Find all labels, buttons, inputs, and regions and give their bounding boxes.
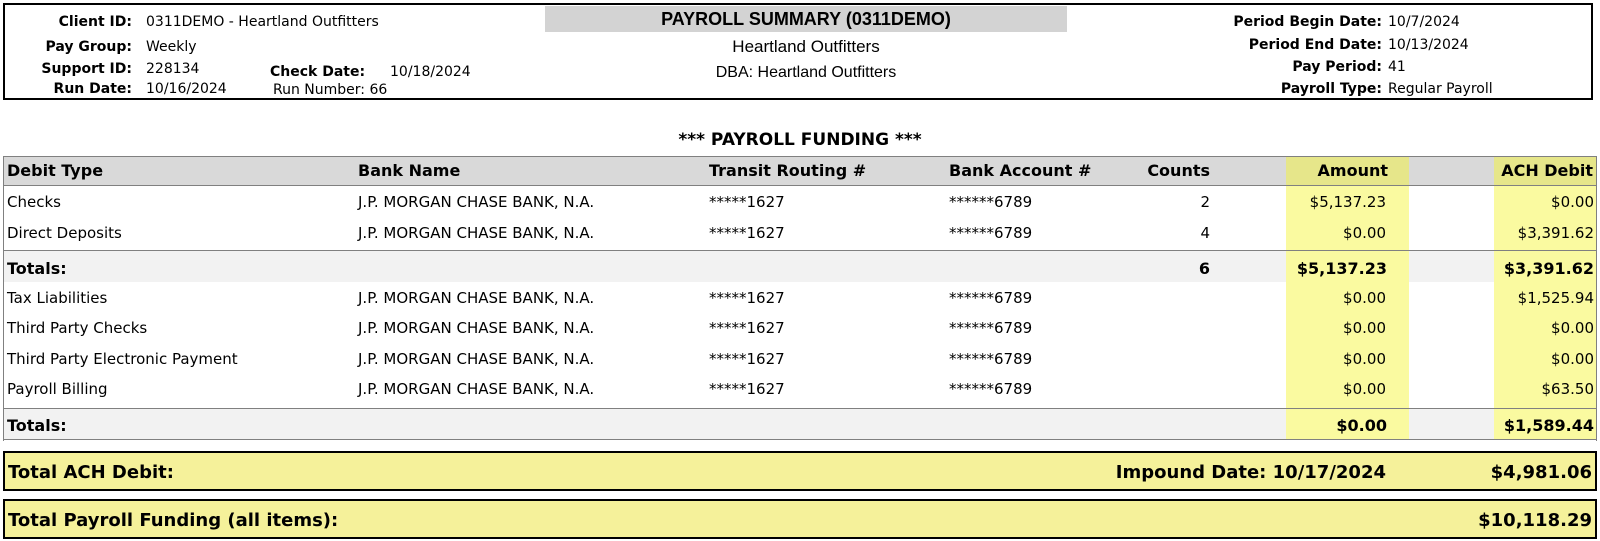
col-routing: Transit Routing # — [709, 161, 867, 180]
routing-cell: *****1627 — [709, 319, 785, 337]
bank-name-cell: J.P. MORGAN CHASE BANK, N.A. — [358, 380, 595, 398]
bank-name-cell: J.P. MORGAN CHASE BANK, N.A. — [358, 289, 595, 307]
col-debit-type: Debit Type — [7, 161, 104, 180]
period-begin-value: 10/7/2024 — [1388, 14, 1460, 30]
period-end-value: 10/13/2024 — [1388, 37, 1469, 53]
period-end-label: Period End Date: — [1248, 37, 1382, 53]
pay-period-value: 41 — [1388, 59, 1406, 75]
amount-cell: $5,137.23 — [1309, 193, 1386, 211]
impound-date: Impound Date: 10/17/2024 — [1115, 462, 1386, 483]
pay-period-label: Pay Period: — [1292, 59, 1382, 75]
account-cell: ******6789 — [949, 224, 1033, 242]
total-ach-value: $4,981.06 — [1490, 462, 1592, 483]
totals-label: Totals: — [7, 416, 67, 435]
totals-label: Totals: — [7, 259, 67, 278]
ach-debit-cell: $0.00 — [1551, 319, 1594, 337]
debit-type-cell: Third Party Electronic Payment — [7, 350, 238, 368]
run-date-label: Run Date: — [53, 81, 132, 97]
total-funding-label: Total Payroll Funding (all items): — [8, 510, 339, 531]
account-cell: ******6789 — [949, 289, 1033, 307]
report-title: PAYROLL SUMMARY (0311DEMO) — [545, 6, 1067, 32]
ach-debit-cell: $63.50 — [1541, 380, 1594, 398]
debit-type-cell: Direct Deposits — [7, 224, 122, 242]
totals-counts: 6 — [1198, 259, 1210, 278]
col-ach-debit: ACH Debit — [1501, 161, 1593, 180]
routing-cell: *****1627 — [709, 224, 785, 242]
debit-type-cell: Third Party Checks — [7, 319, 148, 337]
counts-cell: 2 — [1200, 193, 1210, 211]
company-name: Heartland Outfitters — [732, 37, 880, 56]
routing-cell: *****1627 — [709, 350, 785, 368]
amount-cell: $0.00 — [1343, 224, 1386, 242]
pay-group-value: Weekly — [146, 39, 197, 55]
debit-type-cell: Tax Liabilities — [7, 289, 108, 307]
dba-name: DBA: Heartland Outfitters — [715, 64, 897, 81]
payroll-type-label: Payroll Type: — [1280, 81, 1382, 97]
ach-debit-cell: $3,391.62 — [1517, 224, 1594, 242]
counts-cell: 4 — [1200, 224, 1210, 242]
ach-debit-cell: $0.00 — [1551, 350, 1594, 368]
ach-debit-cell: $0.00 — [1551, 193, 1594, 211]
account-cell: ******6789 — [949, 193, 1033, 211]
payroll-type-value: Regular Payroll — [1388, 81, 1493, 97]
period-begin-label: Period Begin Date: — [1233, 14, 1382, 30]
routing-cell: *****1627 — [709, 380, 785, 398]
total-ach-label: Total ACH Debit: — [8, 462, 174, 483]
account-cell: ******6789 — [949, 319, 1033, 337]
debit-type-cell: Payroll Billing — [7, 380, 108, 398]
col-account: Bank Account # — [949, 161, 1092, 180]
account-cell: ******6789 — [949, 380, 1033, 398]
pay-group-label: Pay Group: — [45, 39, 132, 55]
amount-cell: $0.00 — [1343, 319, 1386, 337]
support-id-label: Support ID: — [41, 61, 132, 77]
col-bank-name: Bank Name — [358, 161, 461, 180]
totals-amount: $5,137.23 — [1296, 259, 1387, 278]
routing-cell: *****1627 — [709, 193, 785, 211]
run-date-value: 10/16/2024 — [146, 81, 227, 97]
check-date-label: Check Date: — [270, 64, 366, 80]
totals-amount: $0.00 — [1336, 416, 1387, 435]
client-id-label: Client ID: — [58, 14, 132, 30]
client-id-value: 0311DEMO - Heartland Outfitters — [146, 14, 379, 30]
col-counts: Counts — [1147, 161, 1210, 180]
support-id-value: 228134 — [146, 61, 200, 77]
bank-name-cell: J.P. MORGAN CHASE BANK, N.A. — [358, 193, 595, 211]
run-number: Run Number: 66 — [273, 82, 388, 98]
routing-cell: *****1627 — [709, 289, 785, 307]
debit-type-cell: Checks — [7, 193, 61, 211]
bank-name-cell: J.P. MORGAN CHASE BANK, N.A. — [358, 350, 595, 368]
bank-name-cell: J.P. MORGAN CHASE BANK, N.A. — [358, 319, 595, 337]
totals-ach-debit: $1,589.44 — [1503, 416, 1594, 435]
section-title: *** PAYROLL FUNDING *** — [678, 130, 922, 150]
account-cell: ******6789 — [949, 350, 1033, 368]
total-funding-value: $10,118.29 — [1478, 510, 1592, 531]
totals-ach-debit: $3,391.62 — [1503, 259, 1594, 278]
bank-name-cell: J.P. MORGAN CHASE BANK, N.A. — [358, 224, 595, 242]
ach-debit-cell: $1,525.94 — [1517, 289, 1594, 307]
amount-cell: $0.00 — [1343, 350, 1386, 368]
amount-cell: $0.00 — [1343, 289, 1386, 307]
amount-cell: $0.00 — [1343, 380, 1386, 398]
check-date-value: 10/18/2024 — [390, 64, 471, 80]
col-amount: Amount — [1317, 161, 1388, 180]
